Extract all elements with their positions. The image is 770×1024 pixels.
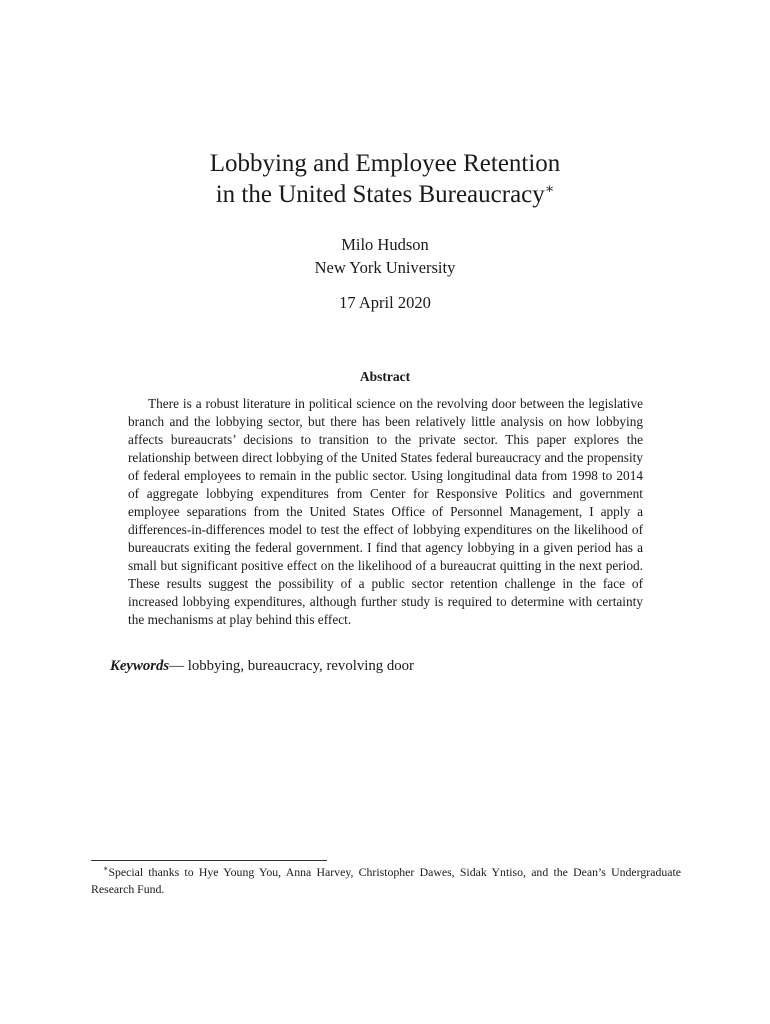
footnote-mark: ∗ <box>103 864 109 873</box>
title-line-2-text: in the United States Bureaucracy <box>215 181 545 208</box>
keywords-separator: — <box>169 658 188 674</box>
footnote <box>91 864 681 898</box>
abstract-heading: Abstract <box>359 369 411 384</box>
keywords-text: lobbying, bureaucracy, revolving door <box>187 658 414 674</box>
paper-date: 17 April 2020 <box>339 293 431 312</box>
footnote-divider <box>91 860 327 861</box>
title-footnote-mark: ∗ <box>544 182 555 197</box>
title-line-1: Lobbying and Employee Retention <box>209 150 561 177</box>
abstract-text: There is a robust literature in political science on the revolving door between the legislative branch and the lobbying sector, but there has been relatively little analysis on how lobbying affects bureaucrats’ decisions to transition to the private sector. This paper explores the relationship between direct lobbying of the United States federal bureaucracy and the propensity of federal employees to remain in the public sector. Using longitudinal data from 1998 to 2014 of aggregate lobbying expenditures from Center for Responsive Politics and government employee separations from the United States Office of Personnel Management, I apply a differences-in-differences model to test the effect of lobbying expenditures on the likelihood of bureaucrats exiting the federal government. I find that agency lobbying in a given period has a small but significant positive effect on the likelihood of a bureaucrat quitting in the next period. These results suggest the possibility of a public sector retention challenge in the face of increased lobbying expenditures, although further study is required to determine with certainty the mechanisms at play behind this effect. <box>128 396 643 627</box>
author-affiliation: New York University <box>314 258 456 277</box>
paper-title <box>0 148 770 210</box>
keywords-label: Keywords <box>110 658 170 674</box>
author-block <box>0 233 770 279</box>
footnote-text: Special thanks to Hye Young You, Anna Harvey, Christopher Dawes, Sidak Yntiso, and the Dean’s Undergraduate Research Fund. <box>91 865 681 896</box>
keywords-line <box>110 656 670 676</box>
author-name: Milo Hudson <box>341 235 429 254</box>
title-line-2 <box>0 179 770 210</box>
